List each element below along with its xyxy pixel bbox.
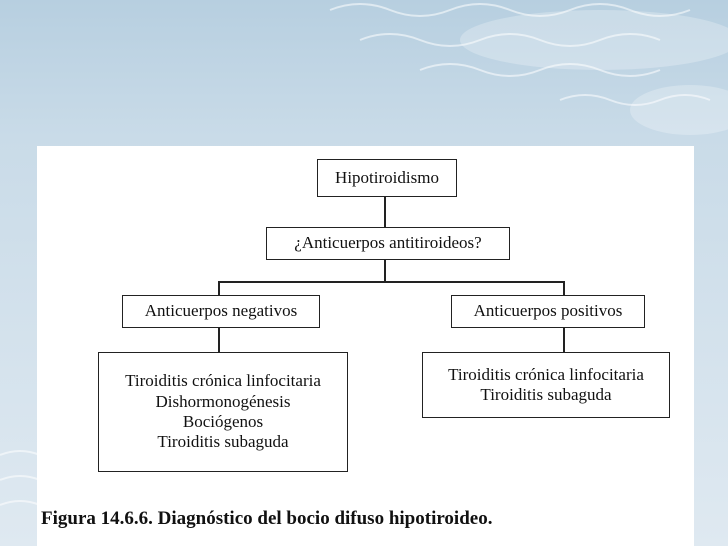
list-item: Tiroiditis crónica linfocitaria: [125, 371, 321, 391]
connector-left-down: [218, 281, 220, 295]
question-node-label: ¿Anticuerpos antitiroideos?: [294, 233, 482, 253]
connector-root-question: [384, 197, 386, 227]
positive-causes-list: [422, 352, 670, 418]
list-item: Dishormonogénesis: [155, 391, 291, 411]
list-item: Tiroiditis crónica linfocitaria: [448, 364, 644, 384]
connector-left-branch-list: [218, 328, 220, 352]
list-item: Tiroiditis subaguda: [157, 432, 289, 452]
connector-right-branch-list: [563, 328, 565, 352]
figure-caption: Figura 14.6.6. Diagnóstico del bocio difuso hipotiroideo.: [41, 508, 493, 529]
positive-branch-label: Anticuerpos positivos: [473, 301, 623, 321]
connector-horizontal: [218, 281, 564, 283]
positive-branch-node: [451, 295, 645, 328]
negative-branch-label: Anticuerpos negativos: [144, 301, 298, 321]
question-node: [266, 227, 510, 260]
root-node-label: Hipotiroidismo: [335, 167, 439, 187]
negative-branch-node: [122, 295, 320, 328]
negative-causes-list: [98, 352, 348, 472]
connector-right-down: [563, 281, 565, 295]
diagnostic-figure: [37, 146, 694, 546]
root-node: [317, 159, 457, 197]
list-item: Tiroiditis subaguda: [480, 385, 612, 404]
connector-question-down: [384, 260, 386, 282]
list-item: Bociógenos: [182, 412, 264, 431]
